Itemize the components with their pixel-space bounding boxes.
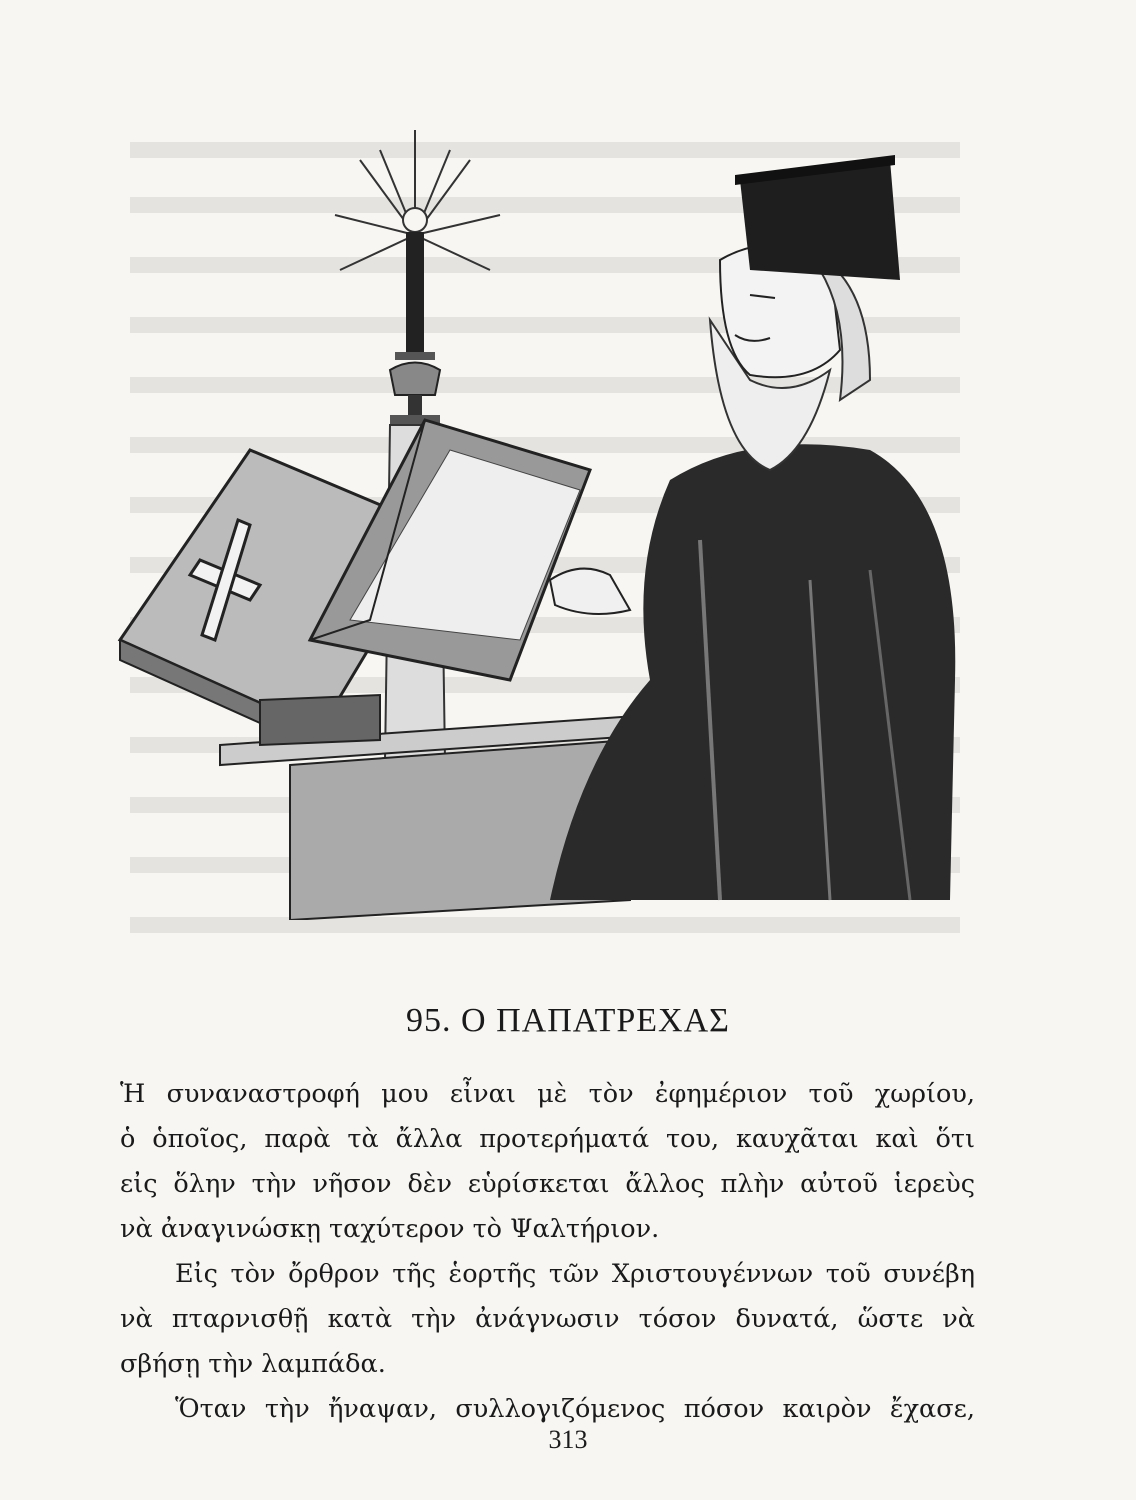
paragraph-1-line-3: εἰς ὅλην τὴν νῆσον δὲν εὑρίσκεται ἄλλος πλὴν αὐτοῦ ἱερεὺς — [120, 1169, 975, 1199]
paragraph-2-line-3: σβήσῃ τὴν λαμπάδα. — [120, 1349, 386, 1379]
page-number: 313 — [548, 1425, 588, 1454]
paragraph-1-line-4: νὰ ἀναγινώσκῃ ταχύτερον τὸ Ψαλτήριον. — [120, 1214, 660, 1244]
paragraph-1-line-2: ὁ ὁποῖος, παρὰ τὰ ἄλλα προτερήματά του, καυχᾶται καὶ ὅτι — [120, 1124, 975, 1154]
candle — [406, 232, 424, 352]
priest — [550, 155, 955, 900]
priest-reading-illustration — [110, 120, 990, 920]
paragraph-2-line-2: νὰ πταρνισθῇ κατὰ τὴν ἀνάγνωσιν τόσον δυνατά, ὥστε νὰ — [120, 1304, 975, 1334]
paragraph-1-line-1: Ἡ συναναστροφή μου εἶναι μὲ τὸν ἐφημέριον τοῦ χωρίου, — [120, 1079, 975, 1109]
paragraph-3-line-1: Ὅταν τὴν ἤναψαν, συλλογιζόμενος πόσον καιρὸν ἔχασε, — [175, 1394, 975, 1424]
body-text — [120, 1072, 975, 1432]
chapter-title: 95. Ο ΠΑΠΑΤΡΕΧΑΣ — [406, 1002, 730, 1039]
paragraph-2-line-1: Εἰς τὸν ὄρθρον τῆς ἑορτῆς τῶν Χριστουγέννων τοῦ συνέβη — [175, 1259, 975, 1289]
